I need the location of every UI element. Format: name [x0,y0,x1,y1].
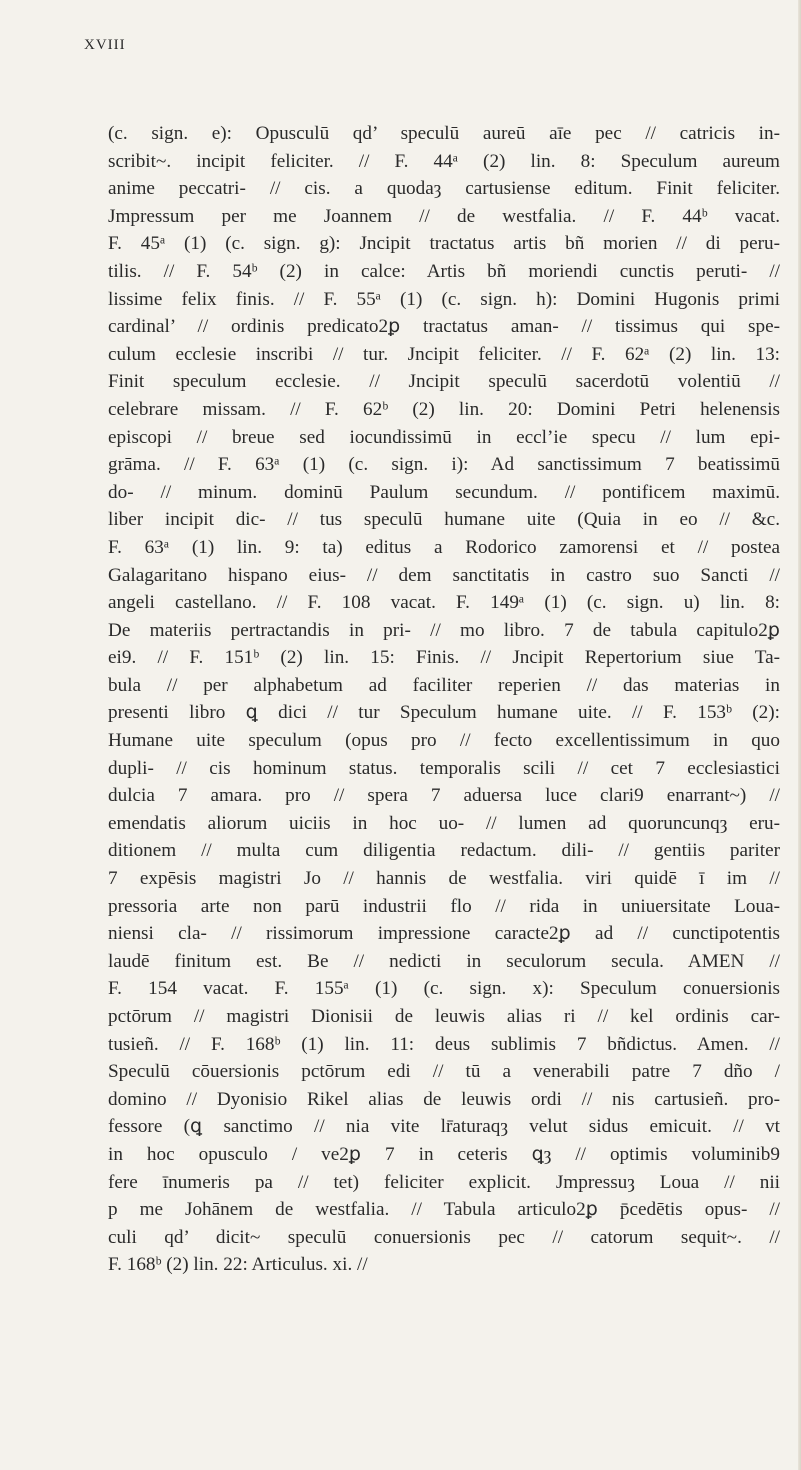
text-line: anime peccatri- // cis. a quodaȝ cartusiense editum. Finit feliciter. [108,178,780,200]
text-line: liber incipit dic- // tus speculū humane uite (Quia in eo // &c. [108,509,780,531]
text-line: F. 154 vacat. F. 155ᵃ (1) (c. sign. x): Speculum conuersionis [108,978,780,1000]
text-line: fessore (ꝗ sanctimo // nia vite lr̄aturaqȝ velut sidus emicuit. // vt [108,1116,780,1138]
text-line: Speculū cōuersionis pctōrum edi // tū a venerabili patre 7 dño / [108,1061,780,1083]
text-line: Humane uite speculum (opus pro // fecto excellentissimum in quo [108,730,780,752]
text-line: pressoria arte non parū industrii flo // rida in uniuersitate Loua- [108,895,780,917]
text-line: presenti libro ꝗ dici // tur Speculum humane uite. // F. 153ᵇ (2): [108,702,780,724]
text-line: p me Johānem de westfalia. // Tabula articulo2ꝑ p̄cedētis opus- // [108,1199,780,1221]
text-line: scribit~. incipit feliciter. // F. 44ᵃ (2) lin. 8: Speculum aureum [108,150,780,172]
text-line: F. 168ᵇ (2) lin. 22: Articulus. xi. // [108,1254,368,1276]
text-line: domino // Dyonisio Rikel alias de leuwis ordi // nis cartusieñ. pro- [108,1088,780,1110]
text-line: episcopi // breue sed iocundissimū in eccl’ie specu // lum epi- [108,426,780,448]
text-line: fere īnumeris pa // tet) feliciter explicit. Jmpressuȝ Loua // nii [108,1171,780,1193]
text-line: bula // per alphabetum ad faciliter reperien // das materias in [108,674,780,696]
text-line: F. 45ᵃ (1) (c. sign. g): Jncipit tractatus artis bñ morien // di peru- [108,233,780,255]
text-line: laudē finitum est. Be // nedicti in seculorum secula. AMEN // [108,950,780,972]
text-line: De materiis pertractandis in pri- // mo libro. 7 de tabula capitulo2ꝑ [108,619,780,641]
text-line: do- // minum. dominū Paulum secundum. // pontificem maximū. [108,481,780,503]
text-line: Galagaritano hispano eius- // dem sanctitatis in castro suo Sancti // [108,564,780,586]
text-line: dulcia 7 amara. pro // spera 7 aduersa luce clari9 enarrant~) // [108,785,780,807]
text-line: (c. sign. e): Opusculū qd’ speculū aureū aīe pec // catricis in- [108,123,780,144]
text-line: lissime felix finis. // F. 55ᵃ (1) (c. sign. h): Domini Hugonis primi [108,288,780,310]
text-line: grāma. // F. 63ᵃ (1) (c. sign. i): Ad sanctissimum 7 beatissimū [108,454,780,476]
text-line: tusieñ. // F. 168ᵇ (1) lin. 11: deus sublimis 7 bñdictus. Amen. // [108,1033,780,1055]
text-line: Jmpressum per me Joannem // de westfalia. // F. 44ᵇ vacat. [108,205,780,227]
text-line: pctōrum // magistri Dionisii de leuwis alias ri // kel ordinis car- [108,1006,780,1027]
text-line: 7 expēsis magistri Jo // hannis de westfalia. viri quidē ī im // [108,868,780,890]
page-number: XVIII [84,37,126,53]
text-line: ei9. // F. 151ᵇ (2) lin. 15: Finis. // Jncipit Repertorium siue Ta- [108,647,780,669]
text-line: culi qd’ dicit~ speculū conuersionis pec // catorum sequit~. // [108,1226,780,1248]
text-line: in hoc opusculo / ve2ꝑ 7 in ceteris ꝗȝ // optimis voluminib9 [108,1143,780,1165]
text-line: niensi cla- // rissimorum impressione caracte2ꝑ ad // cunctipotentis [108,923,780,945]
text-line: Finit speculum ecclesie. // Jncipit speculū sacerdotū volentiū // [108,371,780,393]
text-line: tilis. // F. 54ᵇ (2) in calce: Artis bñ moriendi cunctis peruti- // [108,260,780,282]
text-line: celebrare missam. // F. 62ᵇ (2) lin. 20: Domini Petri helenensis [108,398,780,420]
text-line: F. 63ᵃ (1) lin. 9: ta) editus a Rodorico zamorensi et // postea [108,536,780,558]
text-line: emendatis aliorum uiciis in hoc uo- // lumen ad quoruncunqȝ eru- [108,812,780,834]
text-line: cardinal’ // ordinis predicato2ꝑ tractatus aman- // tissimus qui spe- [108,316,780,338]
text-line: ditionem // multa cum diligentia redactum. dili- // gentiis pariter [108,840,780,862]
text-line: angeli castellano. // F. 108 vacat. F. 149ᵃ (1) (c. sign. u) lin. 8: [108,592,780,614]
text-line: culum ecclesie inscribi // tur. Jncipit feliciter. // F. 62ᵃ (2) lin. 13: [108,343,780,365]
body-text [108,120,780,1279]
text-line: dupli- // cis hominum status. temporalis scili // cet 7 ecclesiastici [108,757,780,779]
